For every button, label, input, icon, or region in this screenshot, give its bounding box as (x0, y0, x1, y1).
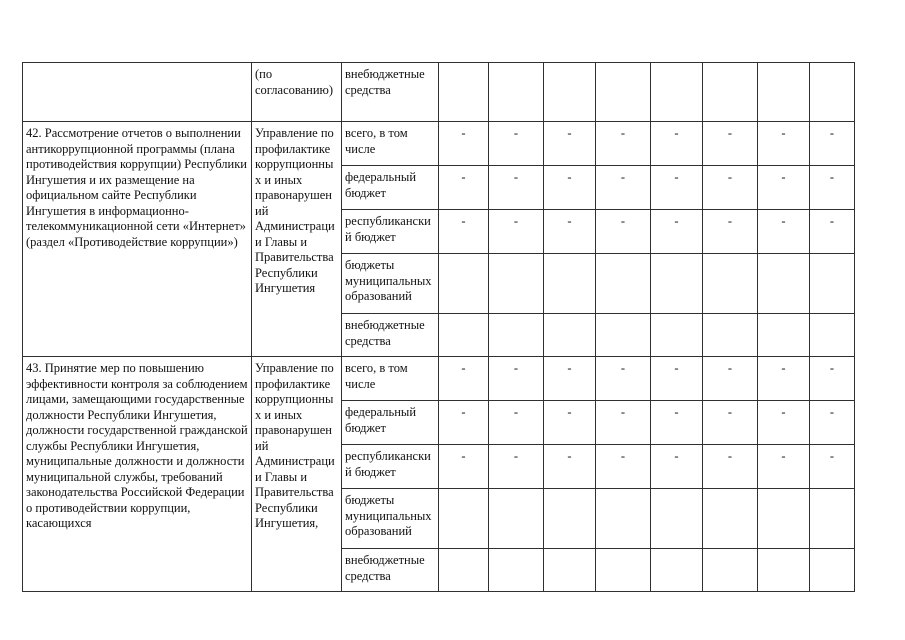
value-cell (439, 314, 489, 357)
value-cell: - (758, 357, 810, 401)
value-cell (439, 549, 489, 592)
continuation-responsible-cell: (по согласованию) (252, 63, 342, 122)
value-cell (439, 63, 489, 122)
responsible-cell-43: Управление по профилактике коррупционных и иных правонарушений Администрации Главы и Правительства Республики Ингушетия, (252, 357, 342, 592)
value-cell (544, 489, 596, 549)
value-cell: - (489, 210, 544, 254)
value-cell (758, 489, 810, 549)
value-cell: - (544, 166, 596, 210)
value-cell (703, 489, 758, 549)
value-cell: - (489, 401, 544, 445)
value-cell: - (758, 122, 810, 166)
value-cell (651, 254, 703, 314)
value-cell (489, 63, 544, 122)
measure-cell-42: 42. Рассмотрение отчетов о выполнении антикоррупционной программы (плана противодействия коррупции) Республики Ингушетия и их размещение на официальном сайте Республики Ингушетия в информационно-телекоммуникационной сети «Интернет» (раздел «Противодействие коррупции») (23, 122, 252, 357)
value-cell: - (439, 401, 489, 445)
funding-source-cell: бюджеты муниципальных образований (342, 254, 439, 314)
value-cell: - (758, 166, 810, 210)
value-cell: - (703, 401, 758, 445)
value-cell: - (703, 445, 758, 489)
value-cell (439, 254, 489, 314)
value-cell: - (439, 166, 489, 210)
value-cell (810, 549, 855, 592)
value-cell (651, 63, 703, 122)
value-cell: - (651, 357, 703, 401)
value-cell (703, 254, 758, 314)
funding-source-cell: внебюджетные средства (342, 549, 439, 592)
value-cell (758, 63, 810, 122)
table-row (23, 122, 855, 166)
value-cell (703, 549, 758, 592)
value-cell (810, 254, 855, 314)
value-cell: - (544, 122, 596, 166)
funding-source-cell: всего, в том числе (342, 357, 439, 401)
value-cell: - (703, 357, 758, 401)
continuation-row (23, 63, 855, 122)
value-cell: - (596, 445, 651, 489)
value-cell (651, 489, 703, 549)
value-cell: - (651, 445, 703, 489)
value-cell (810, 489, 855, 549)
table-row (23, 357, 855, 401)
value-cell (489, 489, 544, 549)
value-cell: - (810, 357, 855, 401)
value-cell: - (810, 401, 855, 445)
value-cell (651, 314, 703, 357)
value-cell: - (544, 357, 596, 401)
value-cell: - (651, 166, 703, 210)
value-cell (758, 314, 810, 357)
value-cell: - (439, 122, 489, 166)
value-cell: - (810, 122, 855, 166)
responsible-cell-42: Управление по профилактике коррупционных и иных правонарушений Администрации Главы и Правительства Республики Ингушетия (252, 122, 342, 357)
value-cell: - (596, 401, 651, 445)
value-cell (489, 549, 544, 592)
value-cell: - (439, 210, 489, 254)
value-cell: - (758, 445, 810, 489)
value-cell: - (489, 445, 544, 489)
value-cell (439, 489, 489, 549)
value-cell: - (596, 357, 651, 401)
value-cell: - (489, 122, 544, 166)
value-cell: - (596, 166, 651, 210)
value-cell (810, 63, 855, 122)
value-cell (544, 549, 596, 592)
funding-source-cell: республиканский бюджет (342, 445, 439, 489)
value-cell: - (758, 401, 810, 445)
value-cell (544, 254, 596, 314)
value-cell: - (544, 210, 596, 254)
continuation-source-cell: внебюджетные средства (342, 63, 439, 122)
value-cell: - (596, 122, 651, 166)
continuation-measure-cell (23, 63, 252, 122)
funding-source-cell: республиканский бюджет (342, 210, 439, 254)
value-cell (596, 314, 651, 357)
value-cell: - (651, 210, 703, 254)
value-cell: - (489, 357, 544, 401)
funding-source-cell: внебюджетные средства (342, 314, 439, 357)
funding-source-cell: всего, в том числе (342, 122, 439, 166)
value-cell (544, 63, 596, 122)
value-cell (596, 63, 651, 122)
value-cell (810, 314, 855, 357)
value-cell (596, 549, 651, 592)
value-cell (651, 549, 703, 592)
value-cell (758, 254, 810, 314)
value-cell (489, 254, 544, 314)
value-cell: - (703, 210, 758, 254)
value-cell: - (703, 122, 758, 166)
value-cell: - (703, 166, 758, 210)
value-cell: - (651, 122, 703, 166)
funding-source-cell: федеральный бюджет (342, 401, 439, 445)
value-cell (703, 314, 758, 357)
measure-cell-43: 43. Принятие мер по повышению эффективности контроля за соблюдением лицами, замещающими государственные должности Республики Ингушетия, должности государственной гражданской службы Республики Ингушетия, муниципальные должности и должности муниципальной службы, требований законодательства Российской Федерации о противодействии коррупции, касающихся (23, 357, 252, 592)
value-cell (758, 549, 810, 592)
value-cell: - (810, 210, 855, 254)
value-cell: - (758, 210, 810, 254)
value-cell: - (439, 445, 489, 489)
value-cell: - (544, 401, 596, 445)
value-cell: - (651, 401, 703, 445)
value-cell: - (489, 166, 544, 210)
value-cell (596, 254, 651, 314)
value-cell: - (544, 445, 596, 489)
funding-source-cell: федеральный бюджет (342, 166, 439, 210)
program-measures-table (22, 62, 855, 592)
funding-source-cell: бюджеты муниципальных образований (342, 489, 439, 549)
value-cell: - (810, 166, 855, 210)
value-cell (703, 63, 758, 122)
value-cell (544, 314, 596, 357)
value-cell (489, 314, 544, 357)
value-cell: - (596, 210, 651, 254)
value-cell (596, 489, 651, 549)
value-cell: - (810, 445, 855, 489)
value-cell: - (439, 357, 489, 401)
